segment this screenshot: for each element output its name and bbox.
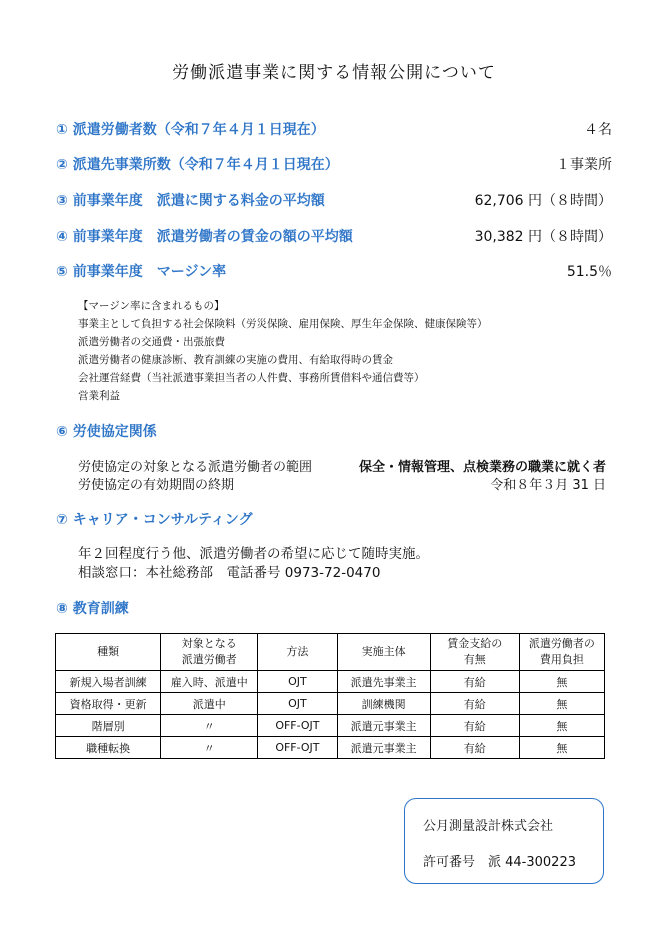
table-cell: 派遣中 [161,693,258,715]
table-cell: 派遣元事業主 [337,715,430,737]
table-cell: 職種転換 [56,737,161,759]
scope-label: 労使協定の対象となる派遣労働者の範囲 [78,459,313,475]
table-row [56,737,605,759]
table-cell: OFF-OJT [258,715,337,737]
table-cell: 派遣先事業主 [337,671,430,693]
info-row-margin-rate [56,261,612,281]
table-cell: 無 [519,715,604,737]
period-label: 労使協定の有効期間の終期 [78,477,235,493]
company-box [404,798,604,884]
table-cell: 無 [519,693,604,715]
header-cell: 対象となる 派遣労働者 [161,634,258,671]
table-cell: OFF-OJT [258,737,337,759]
company-name: 公月測量設計株式会社 [423,819,554,834]
table-cell: 〃 [161,715,258,737]
list-item: 営業利益 [78,390,120,402]
training-header-row [56,634,605,671]
info-value-margin-rate: 51.5％ [566,264,612,280]
labor-agreement-scope [78,456,606,474]
career-heading: ⑦ キャリア・コンサルティング [56,512,253,528]
table-cell: 有給 [430,693,519,715]
table-cell: 雇入時、派遣中 [161,671,258,693]
table-cell: 有給 [430,737,519,759]
info-row-average-fee [56,190,612,210]
margin-items-list [78,297,488,405]
career-line-1: 年２回程度行う他、派遣労働者の希望に応じて随時実施。 [78,546,429,562]
list-item: 事業主として負担する社会保険料（労災保険、雇用保険、厚生年金保険、健康保険等） [78,318,488,330]
page-title: 労働派遣事業に関する情報公開について [172,63,496,83]
permit-number: 許可番号 派 44-300223 [423,855,576,870]
table-cell: 訓練機関 [337,693,430,715]
table-cell: 有給 [430,715,519,737]
table-row [56,671,605,693]
list-item: 派遣労働者の健康診断、教育訓練の実施の費用、有給取得時の賃金 [78,354,393,366]
table-cell: 有給 [430,671,519,693]
info-heading-workers: ① 派遣労働者数（令和７年４月１日現在） [56,122,325,138]
labor-agreement-block [78,456,606,492]
info-heading-client-offices: ② 派遣先事業所数（令和７年４月１日現在） [56,157,339,173]
table-row [56,715,605,737]
training-table [55,633,605,759]
info-heading-average-fee: ③ 前事業年度 派遣に関する料金の平均額 [56,193,325,209]
header-cell: 実施主体 [337,634,430,671]
table-row [56,693,605,715]
header-cell: 種類 [56,634,161,671]
header-cell: 派遣労働者の 費用負担 [519,634,604,671]
list-item: 会社運営経費（当社派遣事業担当者の人件費、事務所賃借料や通信費等） [78,372,425,384]
table-cell: 無 [519,737,604,759]
info-value-workers: ４名 [584,122,612,138]
info-heading-margin-rate: ⑤ 前事業年度 マージン率 [56,264,227,280]
info-row-workers [56,119,612,139]
table-cell: OJT [258,693,337,715]
info-row-client-offices [56,154,612,174]
table-cell: 新規入場者訓練 [56,671,161,693]
table-cell: 〃 [161,737,258,759]
header-cell: 方法 [258,634,337,671]
list-item: 派遣労働者の交通費・出張旅費 [78,336,225,348]
margin-list-header: 【マージン率に含まれるもの】 [78,300,225,312]
info-row-average-wage [56,226,612,246]
table-cell: 派遣元事業主 [337,737,430,759]
info-value-client-offices: １事業所 [556,157,612,173]
info-value-average-fee: 62,706 円（８時間） [474,193,612,209]
table-cell: OJT [258,671,337,693]
career-block [78,545,429,583]
scope-value: 保全・情報管理、点検業務の職業に就く者 [358,459,606,475]
info-value-average-wage: 30,382 円（８時間） [474,229,612,245]
table-cell: 無 [519,671,604,693]
header-cell: 賃金支給の 有無 [430,634,519,671]
table-cell: 階層別 [56,715,161,737]
training-heading: ⑧ 教育訓練 [56,601,129,617]
table-cell: 資格取得・更新 [56,693,161,715]
labor-agreement-period [78,474,606,492]
career-line-2: 相談窓口：本社総務部 電話番号 0973-72-0470 [78,565,381,581]
info-heading-average-wage: ④ 前事業年度 派遣労働者の賃金の額の平均額 [56,229,353,245]
period-value: 令和８年３月 31 日 [490,477,606,493]
labor-agreement-heading: ⑥ 労使協定関係 [56,424,157,440]
